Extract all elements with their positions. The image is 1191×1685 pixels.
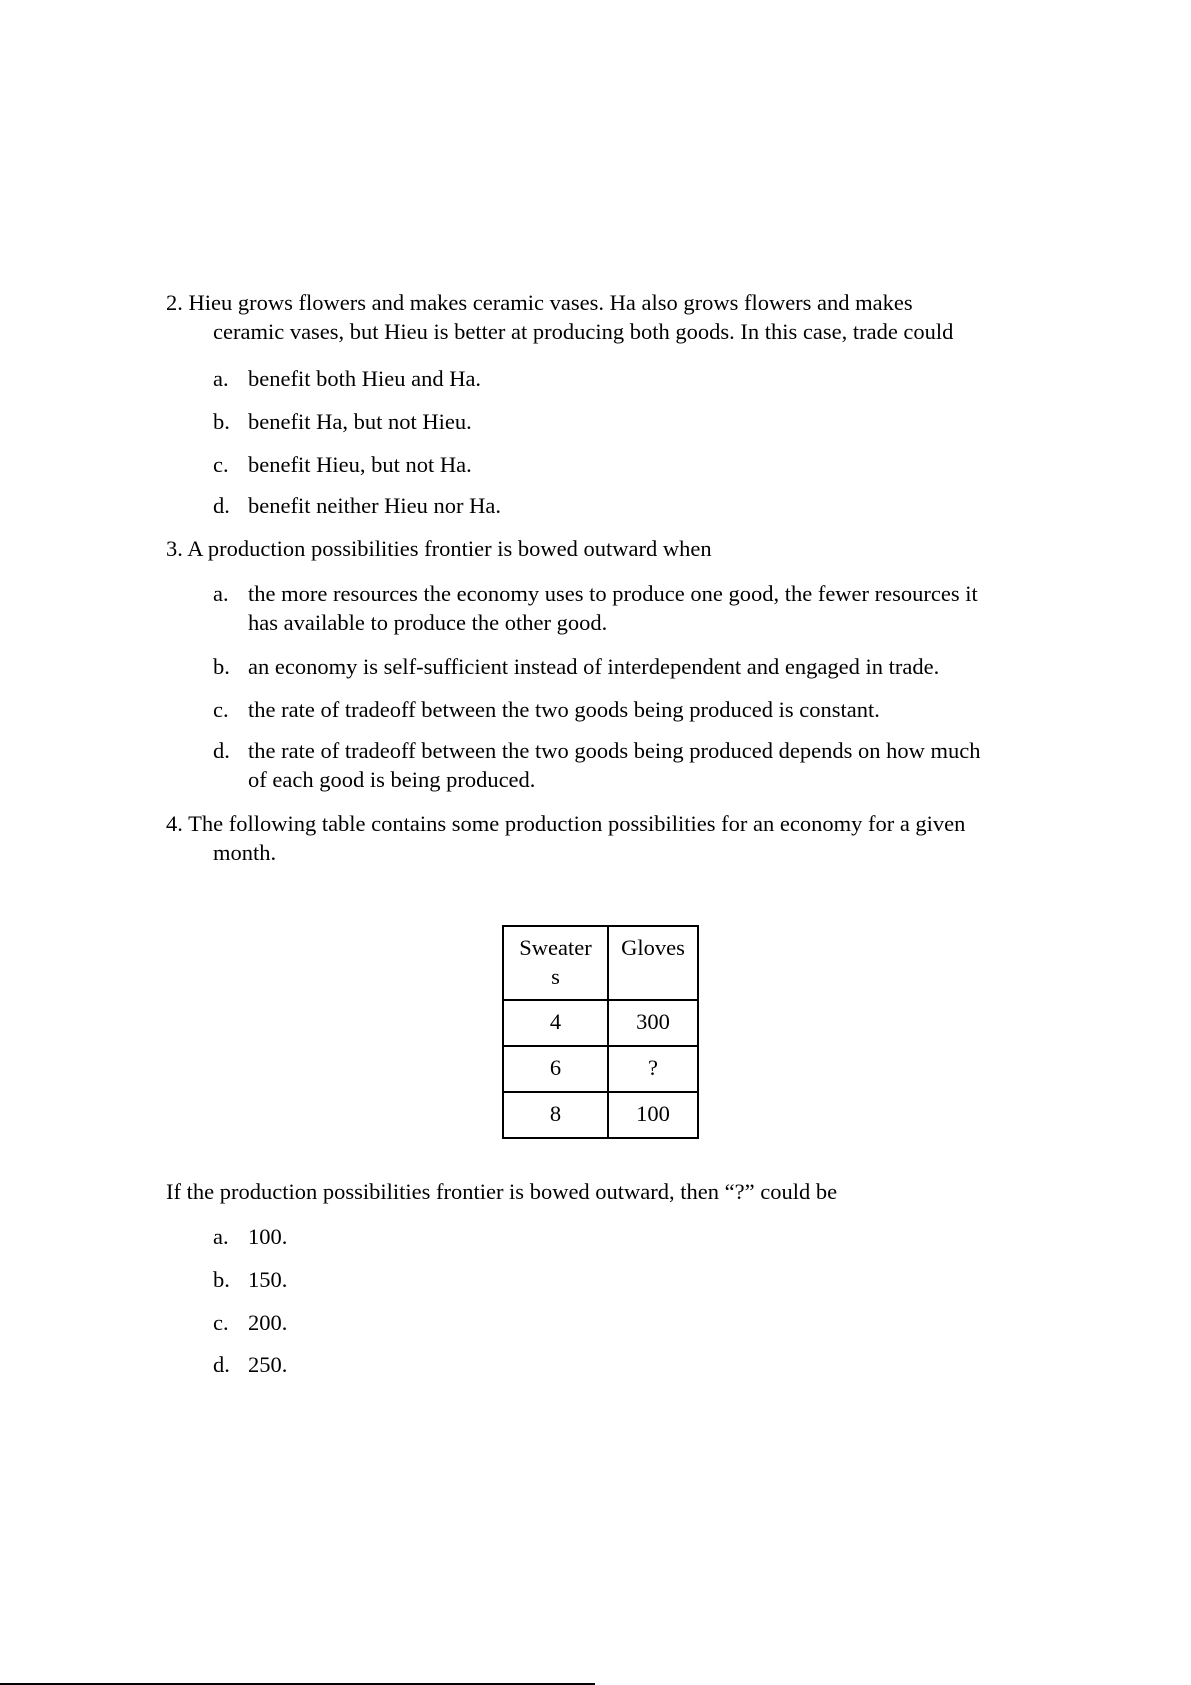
question-text: Hieu grows flowers and makes ceramic vases. Ha also grows flowers and makes <box>188 290 913 315</box>
q2-option-b <box>213 407 472 436</box>
option-text: the more resources the economy uses to produce one good, the fewer resources it <box>248 581 978 606</box>
option-text: 250. <box>248 1352 288 1377</box>
option-text: 100. <box>248 1224 288 1249</box>
cell-gloves: 100 <box>608 1092 698 1138</box>
q3-option-b <box>213 652 939 681</box>
option-letter: c. <box>213 1310 229 1335</box>
option-letter: b. <box>213 409 230 434</box>
option-letter: d. <box>213 738 230 763</box>
q3-option-d <box>213 736 981 794</box>
table-row <box>503 1092 698 1138</box>
question-text: A production possibilities frontier is bowed outward when <box>187 536 712 561</box>
q4-option-b <box>213 1265 287 1294</box>
q2-option-d <box>213 491 501 520</box>
question-2-stem <box>166 288 953 346</box>
option-text: benefit Hieu, but not Ha. <box>248 452 472 477</box>
option-text-cont: of each good is being produced. <box>248 767 536 792</box>
question-number: 4. <box>166 811 183 836</box>
cell-sweaters: 4 <box>503 1000 608 1046</box>
question-number: 3. <box>166 536 183 561</box>
q4-option-a <box>213 1222 287 1251</box>
table-header-row <box>503 926 698 1000</box>
question-number: 2. <box>166 290 183 315</box>
cell-sweaters: 6 <box>503 1046 608 1092</box>
question-text-cont: month. <box>213 840 277 865</box>
q4-option-d <box>213 1350 287 1379</box>
header-text-cont: s <box>551 964 560 989</box>
option-letter: a. <box>213 581 229 606</box>
option-text: benefit Ha, but not Hieu. <box>248 409 472 434</box>
q4-option-c <box>213 1308 287 1337</box>
option-letter: a. <box>213 1224 229 1249</box>
q2-option-c <box>213 450 472 479</box>
table-row <box>503 1046 698 1092</box>
production-possibilities-table <box>502 925 699 1139</box>
table-row <box>503 1000 698 1046</box>
option-letter: d. <box>213 493 230 518</box>
header-sweaters <box>503 926 608 1000</box>
option-text: 200. <box>248 1310 288 1335</box>
option-text: an economy is self-sufficient instead of interdependent and engaged in trade. <box>248 654 940 679</box>
option-letter: a. <box>213 366 229 391</box>
header-text: Sweater <box>519 935 592 960</box>
option-letter: b. <box>213 1267 230 1292</box>
question-text-cont: ceramic vases, but Hieu is better at producing both goods. In this case, trade could <box>213 319 954 344</box>
header-gloves: Gloves <box>608 926 698 1000</box>
cell-gloves: ? <box>608 1046 698 1092</box>
question-text: The following table contains some production possibilities for an economy for a given <box>188 811 966 836</box>
question-4-stem <box>166 809 965 867</box>
cell-sweaters: 8 <box>503 1092 608 1138</box>
option-text: the rate of tradeoff between the two goods being produced is constant. <box>248 697 880 722</box>
option-letter: d. <box>213 1352 230 1377</box>
q3-option-a <box>213 579 978 637</box>
q3-option-c <box>213 695 880 724</box>
option-letter: c. <box>213 452 229 477</box>
q2-option-a <box>213 364 481 393</box>
option-text: benefit neither Hieu nor Ha. <box>248 493 502 518</box>
option-text-cont: has available to produce the other good. <box>248 610 608 635</box>
option-letter: c. <box>213 697 229 722</box>
question-3-stem <box>166 534 712 563</box>
cell-gloves: 300 <box>608 1000 698 1046</box>
option-text: the rate of tradeoff between the two goods being produced depends on how much <box>248 738 981 763</box>
question-4-followup: If the production possibilities frontier is bowed outward, then “?” could be <box>166 1179 838 1204</box>
option-letter: b. <box>213 654 230 679</box>
option-text: 150. <box>248 1267 288 1292</box>
option-text: benefit both Hieu and Ha. <box>248 366 482 391</box>
